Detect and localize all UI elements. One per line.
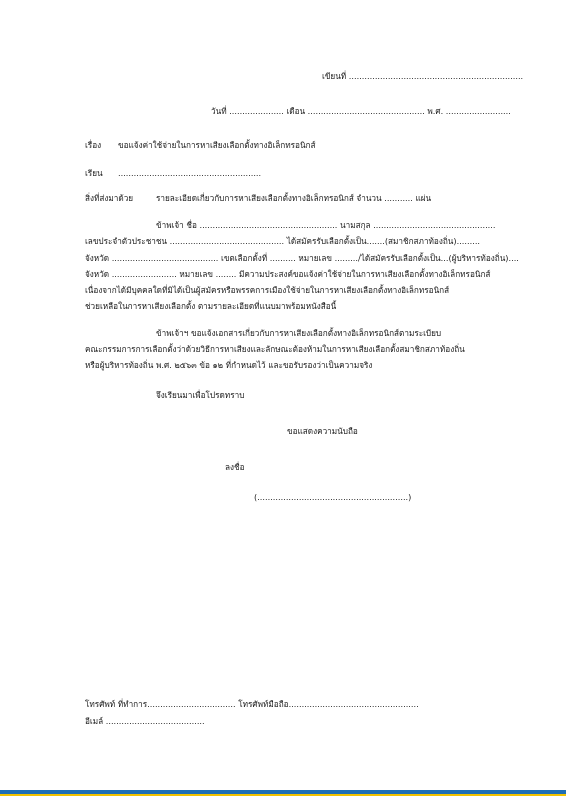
- sign-label: ลงชื่อ: [225, 462, 245, 472]
- para1-line-1: ข้าพเจ้า ชื่อ ..................................................... นามสกุล ...............................................: [156, 220, 496, 230]
- para1-line-5: เนื่องจากได้มีบุคคลใดที่มิได้เป็นผู้สมัครหรือพรรคการเมืองใช้จ่ายในการหาเสียงเลือกตั้งทางอิเล็กทรอนิกส์: [85, 285, 450, 295]
- enclosure-label: สิ่งที่ส่งมาด้วย: [85, 193, 134, 203]
- para2-line-2: คณะกรรมการการเลือกตั้งว่าด้วยวิธีการหาเสียงและลักษณะต้องห้ามในการหาเสียงเลือกตั้งสมาชิกสภาท้องถิ่น: [85, 344, 465, 354]
- para2-line-1: ข้าพเจ้าฯ ขอแจ้งเอกสารเกี่ยวกับการหาเสียงเลือกตั้งทางอิเล็กทรอนิกส์ตามระเบียบ: [156, 328, 442, 338]
- email-line: อีเมล์ ......................................: [85, 716, 205, 726]
- to-text: .......................................................: [118, 168, 262, 178]
- para2-line-3: หรือผู้บริหารท้องถิ่น พ.ศ. ๒๕๖๓ ข้อ ๑๒ ที่กำหนดไว้ และขอรับรองว่าเป็นความจริง: [85, 360, 373, 370]
- footer-yellow-rule: [0, 794, 566, 796]
- to-label: เรียน: [85, 168, 103, 178]
- respect-text: ขอแสดงความนับถือ: [287, 426, 358, 436]
- subject-label: เรื่อง: [85, 140, 102, 150]
- signer-name-line: (..........................................................): [254, 492, 412, 502]
- written-at-line: เขียนที่ ...................................................................: [322, 71, 524, 81]
- para1-line-3: จังหวัด ......................................... เขตเลือกตั้งที่ .......... หมายเลข ........./ได้สมัครรับเลือกตั้งเป็น...(ผู้บริหารท้องถิ่น)....: [85, 253, 519, 263]
- subject-text: ขอแจ้งค่าใช้จ่ายในการหาเสียงเลือกตั้งทางอิเล็กทรอนิกส์: [118, 140, 316, 150]
- date-line: วันที่ ..................... เดือน ............................................. พ.ศ. .........................: [211, 106, 511, 116]
- para1-line-2: เลขประจำตัวประชาชน ............................................ ได้สมัครรับเลือกตั้งเป็น.......(สมาชิกสภาท้องถิ่น).........: [85, 236, 481, 246]
- para1-line-4: จังหวัด ......................... หมายเลข ........ มีความประสงค์ขอแจ้งค่าใช้จ่ายในการหาเสียงเลือกตั้งทางอิเล็กทรอนิกส์: [85, 269, 491, 279]
- phone-line: โทรศัพท์ ที่ทำการ.................................. โทรศัพท์มือถือ..................................................: [85, 699, 419, 709]
- enclosure-text: รายละเอียดเกี่ยวกับการหาเสียงเลือกตั้งทางอิเล็กทรอนิกส์ จำนวน ........... แผ่น: [156, 193, 432, 203]
- closing-text: จึงเรียนมาเพื่อโปรดทราบ: [156, 390, 245, 400]
- para1-line-6: ช่วยเหลือในการหาเสียงเลือกตั้ง ตามรายละเอียดที่แนบมาพร้อมหนังสือนี้: [85, 301, 337, 311]
